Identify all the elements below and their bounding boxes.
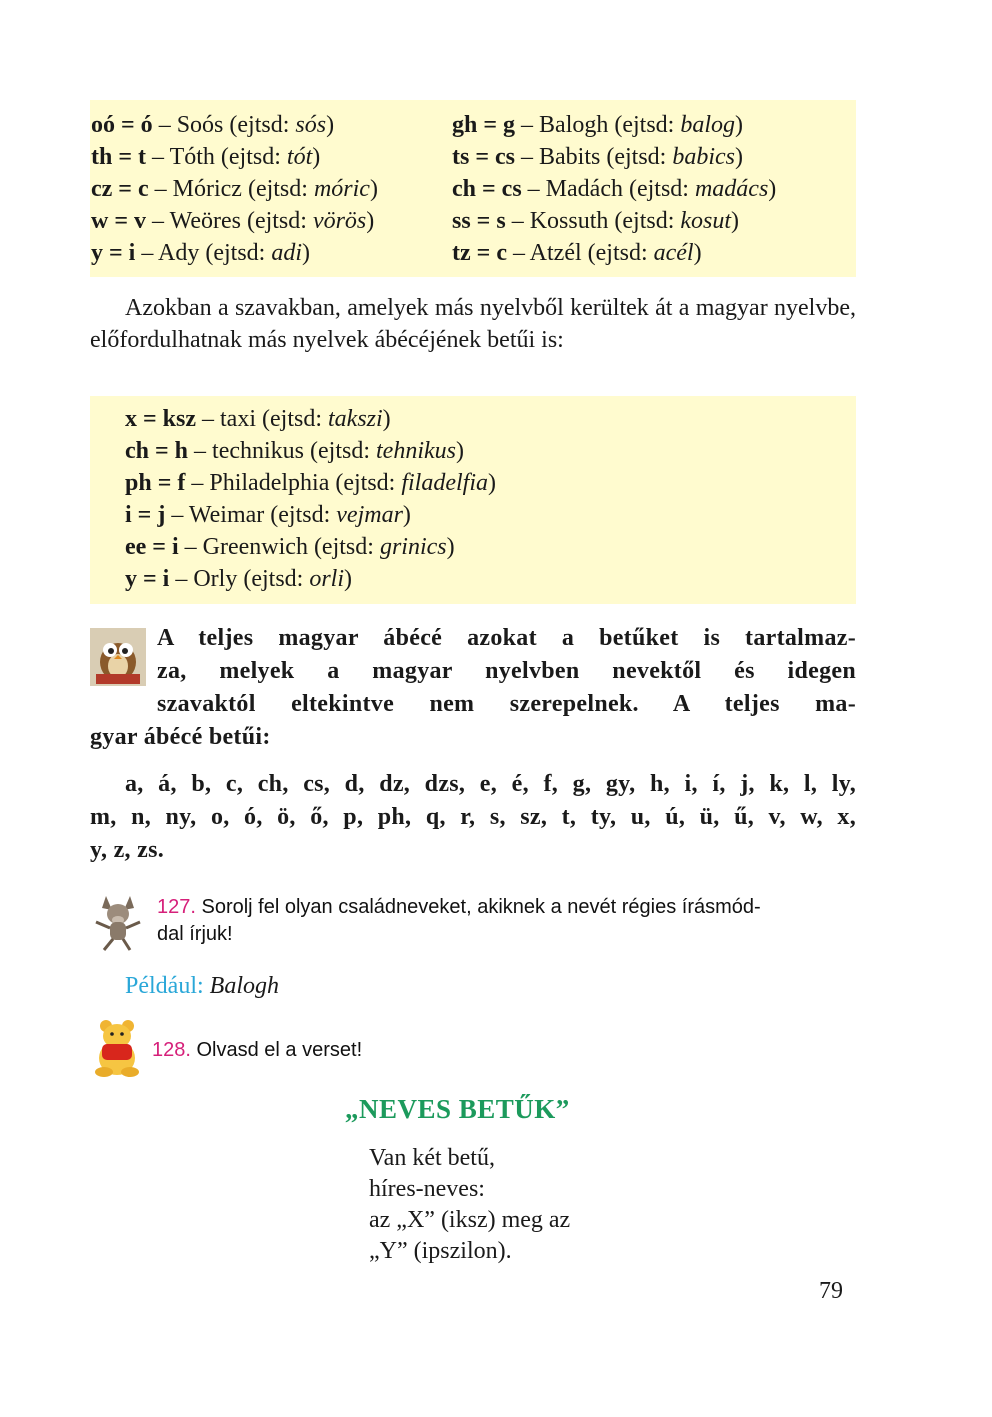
intro-paragraph: Azokban a szavakban, amelyek más nyelvből kerültek át a magyar nyelvbe, előfordulhatnak más nyelvek ábécéjének betűi is:	[90, 295, 856, 353]
spelling-row-left-code: y = i	[91, 240, 136, 266]
bear-mascot-icon	[90, 1016, 142, 1078]
example-line	[125, 970, 279, 1002]
spelling-row-left-pron: sós	[295, 112, 327, 138]
spelling-row-right-code: gh = g	[452, 112, 516, 138]
spelling-row-right-end: )	[768, 176, 777, 202]
spelling-row-right-rest: – Balogh (ejtsd:	[515, 112, 681, 138]
task-128-number: 128.	[152, 1039, 191, 1061]
spelling-row-right-rest: – Babits (ejtsd:	[515, 144, 673, 170]
example-value: Balogh	[209, 973, 279, 999]
foreign-letter-row-end: )	[344, 566, 353, 592]
spelling-row-left	[91, 237, 310, 269]
rule-line: gyar ábécé betűi:	[90, 724, 271, 750]
foreign-letter-row-pron: tehnikus	[376, 438, 456, 464]
spelling-row-right	[452, 109, 743, 141]
rule-line: za, melyek a magyar nyelvben nevektől és idegen	[157, 658, 856, 684]
task-127-text-line2: dal írjuk!	[157, 923, 233, 945]
foreign-letter-row-code: ph = f	[125, 470, 186, 496]
spelling-row-right	[452, 237, 702, 269]
spelling-row-right-pron: madács	[694, 176, 769, 202]
poem-line: az „X” (iksz) meg az	[369, 1207, 571, 1233]
spelling-row-left	[91, 205, 374, 237]
poem-line: híres-neves:	[369, 1176, 485, 1202]
spelling-row-right-code: ts = cs	[452, 144, 515, 170]
spelling-row-left-rest: – Móricz (ejtsd:	[148, 176, 314, 202]
poem-line: „Y” (ipszilon).	[369, 1238, 512, 1264]
poem-title: „NEVES BETŰK”	[345, 1094, 570, 1124]
spelling-row-left-rest: – Soós (ejtsd:	[152, 112, 296, 138]
spelling-row-left-code: cz = c	[91, 176, 149, 202]
spelling-row-right-end: )	[731, 208, 740, 234]
spelling-row-left-pron: tót	[286, 144, 313, 170]
owl-mascot-icon	[90, 628, 146, 686]
spelling-row-right-pron: babics	[672, 144, 735, 170]
foreign-letter-row-end: )	[488, 470, 497, 496]
spelling-row-right-rest: – Atzél (ejtsd:	[506, 240, 654, 266]
spelling-row-right-end: )	[693, 240, 702, 266]
foreign-letter-row-pron: filadelfia	[401, 470, 489, 496]
spelling-row-left-code: th = t	[91, 144, 147, 170]
task-128-text: Olvasd el a verset!	[190, 1039, 363, 1061]
spelling-row-left	[91, 141, 320, 173]
foreign-letter-row-rest: – Orly (ejtsd:	[169, 566, 310, 592]
alphabet-line: a, á, b, c, ch, cs, d, dz, dzs, e, é, f, g, gy, h, i, í, j, k, l, ly,	[125, 771, 856, 797]
spelling-row-left-code: oó = ó	[91, 112, 153, 138]
foreign-letter-row-rest: – technikus (ejtsd:	[188, 438, 376, 464]
foreign-letter-row	[125, 435, 464, 467]
spelling-row-left-pron: vörös	[312, 208, 367, 234]
spelling-row-right-pron: kosut	[680, 208, 732, 234]
spelling-row-left-rest: – Weöres (ejtsd:	[146, 208, 313, 234]
spelling-row-left-end: )	[302, 240, 311, 266]
spelling-row-left-end: )	[369, 176, 378, 202]
foreign-letter-row	[125, 499, 411, 531]
foreign-letter-row-code: y = i	[125, 566, 170, 592]
spelling-row-right-rest: – Madách (ejtsd:	[521, 176, 695, 202]
foreign-letter-row	[125, 403, 391, 435]
spelling-row-right-end: )	[735, 112, 744, 138]
spelling-row-left-rest: – Ady (ejtsd:	[135, 240, 272, 266]
spelling-row-right-code: tz = c	[452, 240, 507, 266]
spelling-row-right	[452, 173, 776, 205]
foreign-letter-row-rest: – taxi (ejtsd:	[196, 406, 328, 432]
spelling-row-right-pron: balog	[680, 112, 736, 138]
spelling-row-left-end: )	[312, 144, 321, 170]
example-label: Például:	[125, 973, 204, 999]
rule-line: szavaktól eltekintve nem szerepelnek. A teljes ma-	[157, 691, 856, 717]
spelling-row-right-end: )	[735, 144, 743, 170]
alphabet-line: y, z, zs.	[90, 837, 165, 863]
foreign-letter-row-rest: – Weimar (ejtsd:	[165, 502, 337, 528]
foreign-letter-row-end: )	[402, 502, 411, 528]
spelling-row-left-end: )	[326, 112, 335, 138]
spelling-row-left-code: w = v	[91, 208, 147, 234]
spelling-row-right-pron: acél	[653, 240, 694, 266]
foreign-letter-row-code: ee = i	[125, 534, 179, 560]
foreign-letter-row-rest: – Philadelphia (ejtsd:	[185, 470, 402, 496]
task-127-number: 127.	[157, 896, 196, 918]
foreign-letter-row-pron: takszi	[328, 406, 383, 432]
rule-line: A teljes magyar ábécé azokat a betűket is tartalmaz-	[157, 625, 856, 651]
foreign-letter-row-code: x = ksz	[125, 406, 197, 432]
foreign-letter-row-code: i = j	[125, 502, 166, 528]
spelling-row-left-pron: móric	[313, 176, 370, 202]
spelling-row-left-pron: adi	[271, 240, 303, 266]
poem-line: Van két betű,	[369, 1145, 495, 1171]
foreign-letter-row-code: ch = h	[125, 438, 189, 464]
spelling-row-right-rest: – Kossuth (ejtsd:	[505, 208, 681, 234]
spelling-row-right	[452, 141, 743, 173]
spelling-row-left	[91, 173, 378, 205]
foreign-letter-row-rest: – Greenwich (ejtsd:	[178, 534, 380, 560]
foreign-letter-row	[125, 531, 455, 563]
spelling-row-right-code: ch = cs	[452, 176, 522, 202]
spelling-row-right	[452, 205, 739, 237]
spelling-row-left-rest: – Tóth (ejtsd:	[146, 144, 287, 170]
foreign-letter-row-end: )	[382, 406, 391, 432]
foreign-letter-row-end: )	[446, 534, 455, 560]
foreign-letter-row-pron: orli	[309, 566, 345, 592]
spelling-row-right-code: ss = s	[452, 208, 506, 234]
task-127-text-line1: Sorolj fel olyan családneveket, akiknek a nevét régies írásmód-	[195, 896, 761, 918]
alphabet-line: m, n, ny, o, ó, ö, ő, p, ph, q, r, s, sz, t, ty, u, ú, ü, ű, v, w, x,	[90, 804, 856, 830]
task-127	[157, 894, 857, 948]
foreign-letter-row	[125, 563, 352, 595]
foreign-letter-row-pron: vejmar	[336, 502, 403, 528]
page-number: 79	[819, 1278, 843, 1304]
foreign-letter-row	[125, 467, 496, 499]
task-128	[152, 1037, 362, 1064]
foreign-letter-row-pron: grinics	[379, 534, 447, 560]
donkey-mascot-icon	[88, 892, 148, 952]
foreign-letter-row-end: )	[455, 438, 464, 464]
spelling-row-left	[91, 109, 334, 141]
spelling-row-left-end: )	[366, 208, 375, 234]
